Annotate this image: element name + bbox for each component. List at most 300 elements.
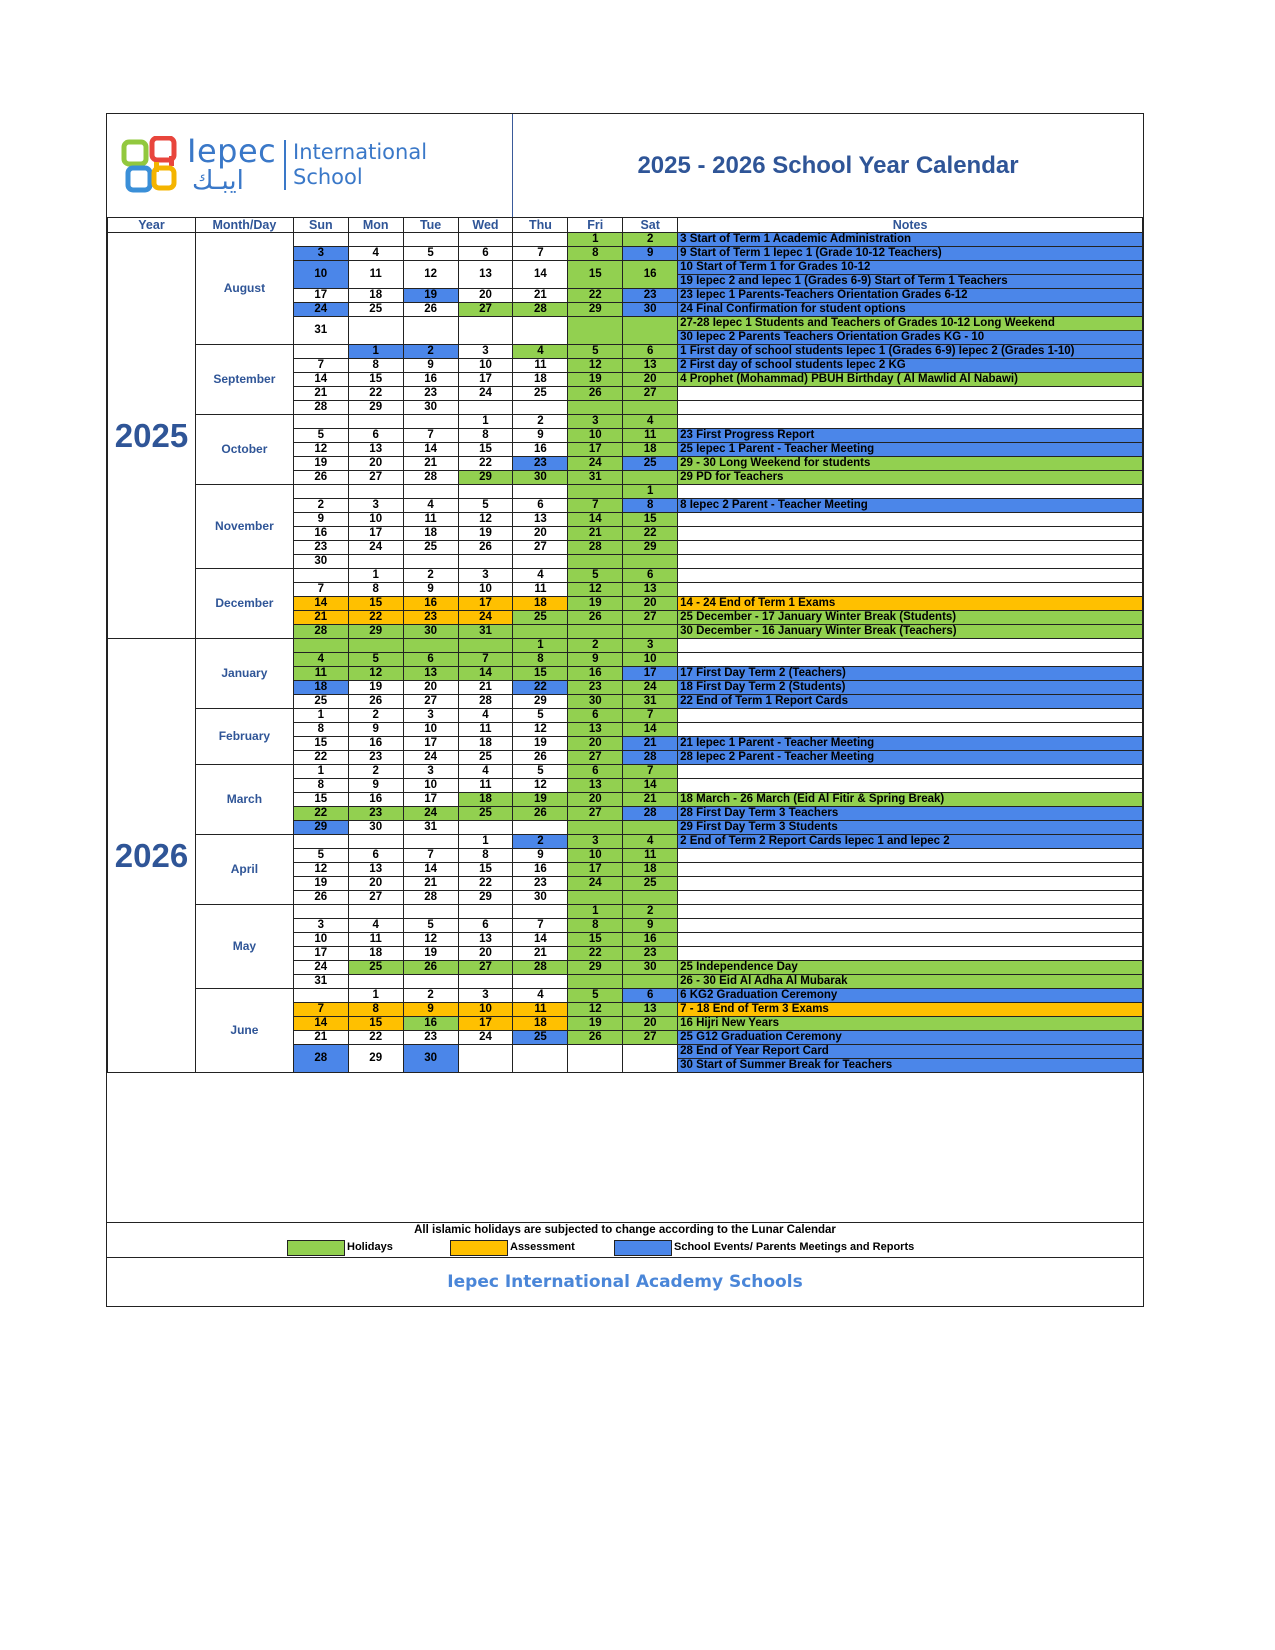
day-cell: 4 (513, 569, 568, 583)
day-cell: 20 (568, 737, 623, 751)
day-cell: 27 (458, 961, 513, 975)
day-cell: 27 (458, 303, 513, 317)
day-cell (513, 821, 568, 835)
calendar-table (107, 217, 1143, 1073)
day-cell: 20 (568, 793, 623, 807)
day-cell: 28 (293, 625, 348, 639)
day-cell: 31 (623, 695, 678, 709)
day-cell: 24 (293, 961, 348, 975)
column-header-row (108, 218, 1143, 233)
day-cell: 25 (403, 541, 458, 555)
day-cell: 24 (568, 877, 623, 891)
day-cell: 1 (458, 415, 513, 429)
month-label: April (195, 835, 293, 905)
day-cell: 5 (568, 569, 623, 583)
day-cell: 5 (403, 919, 458, 933)
note-cell (678, 401, 1143, 415)
note-cell: 28 End of Year Report Card (678, 1045, 1143, 1059)
day-cell: 23 (513, 457, 568, 471)
day-cell: 17 (568, 443, 623, 457)
col-fri: Fri (568, 218, 623, 233)
day-cell: 20 (623, 597, 678, 611)
note-cell: 8 Iepec 2 Parent - Teacher Meeting (678, 499, 1143, 513)
day-cell (458, 555, 513, 569)
note-cell (678, 485, 1143, 499)
day-cell: 24 (403, 807, 458, 821)
note-cell: 10 Start of Term 1 for Grades 10-12 (678, 261, 1143, 275)
day-cell: 7 (293, 359, 348, 373)
note-cell (678, 387, 1143, 401)
note-cell: 2 First day of school students Iepec 2 KG (678, 359, 1143, 373)
day-cell: 27 (513, 541, 568, 555)
logo-blocks-icon (121, 136, 183, 194)
day-cell: 3 (293, 247, 348, 261)
day-cell: 12 (403, 261, 458, 289)
day-cell: 29 (458, 891, 513, 905)
day-cell: 18 (513, 373, 568, 387)
day-cell (568, 555, 623, 569)
day-cell: 30 (513, 891, 568, 905)
col-year: Year (108, 218, 196, 233)
day-cell: 17 (348, 527, 403, 541)
day-cell: 24 (348, 541, 403, 555)
day-cell: 10 (458, 1003, 513, 1017)
day-cell: 6 (458, 247, 513, 261)
day-cell: 12 (568, 583, 623, 597)
day-cell (458, 1045, 513, 1073)
day-cell: 28 (513, 303, 568, 317)
year-label: 2026 (108, 639, 196, 1073)
day-cell: 1 (568, 233, 623, 247)
day-cell: 16 (403, 597, 458, 611)
day-cell: 24 (458, 611, 513, 625)
week-row (108, 709, 1143, 723)
note-cell: 25 Independence Day (678, 961, 1143, 975)
day-cell: 11 (513, 583, 568, 597)
brand-name-arabic: ايبـك (192, 166, 244, 196)
day-cell: 29 (348, 625, 403, 639)
day-cell: 10 (403, 779, 458, 793)
day-cell: 31 (403, 821, 458, 835)
day-cell: 31 (293, 975, 348, 989)
day-cell: 29 (623, 541, 678, 555)
day-cell: 22 (458, 877, 513, 891)
day-cell: 6 (623, 989, 678, 1003)
day-cell: 5 (403, 247, 458, 261)
note-cell (678, 639, 1143, 653)
day-cell (513, 905, 568, 919)
day-cell: 30 (623, 961, 678, 975)
month-label: May (195, 905, 293, 989)
day-cell: 21 (403, 457, 458, 471)
legend-assessment-swatch (450, 1240, 508, 1256)
week-row (108, 485, 1143, 499)
col-sat: Sat (623, 218, 678, 233)
note-cell: 27-28 Iepec 1 Students and Teachers of Grades 10-12 Long Weekend (678, 317, 1143, 331)
day-cell: 5 (458, 499, 513, 513)
day-cell: 11 (623, 849, 678, 863)
day-cell: 20 (623, 1017, 678, 1031)
day-cell (293, 639, 348, 653)
day-cell (403, 555, 458, 569)
day-cell: 28 (293, 401, 348, 415)
day-cell: 18 (623, 443, 678, 457)
day-cell: 8 (623, 499, 678, 513)
day-cell: 6 (568, 765, 623, 779)
day-cell: 9 (568, 653, 623, 667)
day-cell: 5 (293, 429, 348, 443)
day-cell: 13 (568, 779, 623, 793)
day-cell: 18 (458, 793, 513, 807)
day-cell (348, 233, 403, 247)
day-cell (513, 975, 568, 989)
day-cell: 26 (568, 387, 623, 401)
day-cell: 19 (568, 597, 623, 611)
week-row (108, 905, 1143, 919)
note-cell: 17 First Day Term 2 (Teachers) (678, 667, 1143, 681)
day-cell: 20 (458, 289, 513, 303)
note-cell: 7 - 18 End of Term 3 Exams (678, 1003, 1143, 1017)
note-cell: 1 First day of school students Iepec 1 (Grades 6-9) Iepec 2 (Grades 1-10) (678, 345, 1143, 359)
day-cell: 19 (513, 793, 568, 807)
day-cell: 26 (403, 961, 458, 975)
day-cell: 12 (513, 779, 568, 793)
day-cell: 13 (623, 359, 678, 373)
day-cell: 20 (348, 457, 403, 471)
year-label: 2025 (108, 233, 196, 639)
day-cell (458, 401, 513, 415)
day-cell: 27 (403, 695, 458, 709)
day-cell: 17 (458, 373, 513, 387)
legend-assessment-label: Assessment (510, 1241, 575, 1253)
day-cell: 17 (293, 289, 348, 303)
note-cell (678, 569, 1143, 583)
day-cell: 4 (458, 709, 513, 723)
day-cell: 4 (623, 415, 678, 429)
logo-cell (107, 114, 513, 217)
day-cell: 24 (623, 681, 678, 695)
day-cell: 18 (623, 863, 678, 877)
day-cell: 9 (403, 583, 458, 597)
day-cell: 15 (348, 597, 403, 611)
note-cell (678, 527, 1143, 541)
day-cell: 4 (623, 835, 678, 849)
week-row (108, 835, 1143, 849)
day-cell: 19 (293, 457, 348, 471)
day-cell: 5 (568, 345, 623, 359)
day-cell (513, 317, 568, 345)
day-cell (623, 891, 678, 905)
day-cell: 17 (458, 597, 513, 611)
day-cell: 30 (568, 695, 623, 709)
day-cell: 9 (623, 247, 678, 261)
day-cell: 23 (403, 611, 458, 625)
col-thu: Thu (513, 218, 568, 233)
day-cell (623, 975, 678, 989)
note-cell: 23 First Progress Report (678, 429, 1143, 443)
note-cell: 26 - 30 Eid Al Adha Al Mubarak (678, 975, 1143, 989)
page-title: 2025 - 2026 School Year Calendar (637, 151, 1019, 179)
day-cell: 3 (458, 569, 513, 583)
day-cell: 18 (348, 289, 403, 303)
day-cell: 11 (293, 667, 348, 681)
day-cell (293, 989, 348, 1003)
day-cell: 30 (623, 303, 678, 317)
month-label: September (195, 345, 293, 415)
day-cell: 4 (348, 919, 403, 933)
day-cell (458, 639, 513, 653)
day-cell: 7 (293, 1003, 348, 1017)
day-cell: 6 (348, 429, 403, 443)
day-cell: 13 (403, 667, 458, 681)
day-cell: 8 (293, 723, 348, 737)
day-cell: 11 (458, 723, 513, 737)
day-cell: 7 (403, 849, 458, 863)
note-cell: 14 - 24 End of Term 1 Exams (678, 597, 1143, 611)
day-cell: 2 (568, 639, 623, 653)
day-cell: 28 (513, 961, 568, 975)
day-cell: 12 (568, 1003, 623, 1017)
day-cell: 15 (568, 261, 623, 289)
note-cell: 19 Iepec 2 and Iepec 1 (Grades 6-9) Start of Term 1 Teachers (678, 275, 1143, 289)
day-cell: 5 (348, 653, 403, 667)
day-cell: 1 (293, 765, 348, 779)
day-cell: 7 (293, 583, 348, 597)
note-cell: 24 Final Confirmation for student options (678, 303, 1143, 317)
day-cell: 31 (458, 625, 513, 639)
day-cell: 23 (623, 289, 678, 303)
day-cell: 21 (458, 681, 513, 695)
note-cell (678, 779, 1143, 793)
day-cell: 14 (623, 723, 678, 737)
day-cell: 25 (458, 751, 513, 765)
month-label: November (195, 485, 293, 569)
day-cell: 11 (348, 261, 403, 289)
note-cell (678, 723, 1143, 737)
day-cell (458, 975, 513, 989)
day-cell (403, 485, 458, 499)
note-cell: 9 Start of Term 1 Iepec 1 (Grade 10-12 Teachers) (678, 247, 1143, 261)
day-cell: 4 (293, 653, 348, 667)
day-cell: 8 (568, 919, 623, 933)
day-cell: 1 (348, 345, 403, 359)
col-wed: Wed (458, 218, 513, 233)
day-cell: 26 (458, 541, 513, 555)
day-cell: 18 (513, 597, 568, 611)
day-cell: 19 (293, 877, 348, 891)
day-cell: 7 (513, 247, 568, 261)
day-cell: 10 (623, 653, 678, 667)
day-cell: 12 (348, 667, 403, 681)
day-cell: 9 (513, 849, 568, 863)
day-cell: 26 (568, 611, 623, 625)
day-cell: 11 (403, 513, 458, 527)
day-cell: 29 (348, 1045, 403, 1073)
day-cell (458, 821, 513, 835)
day-cell: 8 (458, 849, 513, 863)
day-cell: 6 (458, 919, 513, 933)
day-cell: 25 (623, 457, 678, 471)
day-cell: 18 (403, 527, 458, 541)
day-cell: 22 (458, 457, 513, 471)
note-cell: 2 End of Term 2 Report Cards Iepec 1 and Iepec 2 (678, 835, 1143, 849)
note-cell: 23 Iepec 1 Parents-Teachers Orientation Grades 6-12 (678, 289, 1143, 303)
day-cell: 7 (623, 765, 678, 779)
legend-events-label: School Events/ Parents Meetings and Reports (674, 1241, 915, 1253)
day-cell (458, 317, 513, 345)
day-cell (403, 905, 458, 919)
day-cell: 22 (293, 751, 348, 765)
day-cell: 29 (568, 303, 623, 317)
day-cell: 19 (403, 289, 458, 303)
day-cell: 10 (293, 261, 348, 289)
day-cell: 27 (623, 1031, 678, 1045)
day-cell: 16 (403, 373, 458, 387)
day-cell: 12 (403, 933, 458, 947)
day-cell: 16 (623, 261, 678, 289)
day-cell: 29 (513, 695, 568, 709)
day-cell (568, 891, 623, 905)
day-cell: 4 (513, 989, 568, 1003)
day-cell: 29 (293, 821, 348, 835)
day-cell: 21 (623, 793, 678, 807)
note-cell (678, 583, 1143, 597)
week-row (108, 415, 1143, 429)
day-cell (348, 485, 403, 499)
legend-holiday-label: Holidays (347, 1241, 393, 1253)
day-cell: 13 (623, 1003, 678, 1017)
day-cell (513, 1045, 568, 1073)
day-cell: 3 (458, 345, 513, 359)
day-cell: 2 (403, 345, 458, 359)
week-row (108, 639, 1143, 653)
day-cell: 15 (458, 863, 513, 877)
day-cell: 22 (348, 387, 403, 401)
day-cell: 23 (348, 751, 403, 765)
note-cell: 30 Iepec 2 Parents Teachers Orientation Grades KG - 10 (678, 331, 1143, 345)
day-cell: 7 (403, 429, 458, 443)
day-cell: 27 (568, 807, 623, 821)
day-cell: 15 (293, 793, 348, 807)
day-cell: 2 (348, 765, 403, 779)
day-cell: 8 (348, 359, 403, 373)
day-cell (513, 233, 568, 247)
day-cell: 8 (513, 653, 568, 667)
day-cell: 1 (293, 709, 348, 723)
day-cell: 2 (403, 569, 458, 583)
brand-subtitle-line-1: International (293, 140, 428, 164)
day-cell: 22 (568, 289, 623, 303)
day-cell: 13 (458, 261, 513, 289)
day-cell: 26 (403, 303, 458, 317)
day-cell: 26 (568, 1031, 623, 1045)
day-cell: 20 (458, 947, 513, 961)
day-cell: 6 (348, 849, 403, 863)
day-cell: 1 (568, 905, 623, 919)
day-cell: 28 (458, 695, 513, 709)
day-cell (403, 317, 458, 345)
day-cell (623, 471, 678, 485)
day-cell (568, 401, 623, 415)
day-cell: 17 (293, 947, 348, 961)
day-cell: 14 (513, 261, 568, 289)
day-cell (293, 569, 348, 583)
day-cell: 16 (513, 443, 568, 457)
col-month: Month/Day (195, 218, 293, 233)
day-cell: 18 (293, 681, 348, 695)
day-cell: 23 (403, 1031, 458, 1045)
day-cell: 5 (568, 989, 623, 1003)
day-cell (568, 975, 623, 989)
day-cell (403, 835, 458, 849)
day-cell: 10 (568, 429, 623, 443)
week-row (108, 989, 1143, 1003)
day-cell: 1 (458, 835, 513, 849)
day-cell: 21 (403, 877, 458, 891)
day-cell: 2 (293, 499, 348, 513)
lunar-disclaimer: All islamic holidays are subjected to change according to the Lunar Calendar (107, 1222, 1143, 1239)
day-cell (513, 401, 568, 415)
day-cell: 21 (623, 737, 678, 751)
day-cell: 21 (293, 387, 348, 401)
day-cell: 3 (403, 765, 458, 779)
day-cell: 11 (348, 933, 403, 947)
day-cell: 21 (293, 1031, 348, 1045)
day-cell: 4 (348, 247, 403, 261)
day-cell (623, 1045, 678, 1073)
note-cell (678, 849, 1143, 863)
day-cell: 13 (348, 863, 403, 877)
brand-subtitle-line-2: School (293, 165, 363, 189)
note-cell (678, 513, 1143, 527)
note-cell: 18 March - 26 March (Eid Al Fitir & Spring Break) (678, 793, 1143, 807)
day-cell (513, 485, 568, 499)
day-cell: 30 (348, 821, 403, 835)
day-cell (403, 975, 458, 989)
day-cell: 30 (293, 555, 348, 569)
day-cell: 9 (293, 513, 348, 527)
day-cell: 24 (293, 303, 348, 317)
day-cell: 13 (458, 933, 513, 947)
day-cell: 13 (513, 513, 568, 527)
legend-events-swatch (614, 1240, 672, 1256)
day-cell: 31 (568, 471, 623, 485)
note-cell: 16 Hijri New Years (678, 1017, 1143, 1031)
day-cell: 3 (403, 709, 458, 723)
day-cell: 17 (458, 1017, 513, 1031)
day-cell: 25 (348, 961, 403, 975)
note-cell (678, 933, 1143, 947)
day-cell: 27 (348, 471, 403, 485)
legend-holiday-swatch (287, 1240, 345, 1256)
day-cell: 16 (348, 737, 403, 751)
day-cell: 14 (458, 667, 513, 681)
day-cell: 19 (568, 1017, 623, 1031)
day-cell: 29 (348, 401, 403, 415)
day-cell (623, 821, 678, 835)
day-cell: 28 (403, 891, 458, 905)
day-cell: 22 (293, 807, 348, 821)
day-cell: 22 (513, 681, 568, 695)
day-cell: 3 (458, 989, 513, 1003)
day-cell: 25 (513, 1031, 568, 1045)
note-cell (678, 877, 1143, 891)
day-cell (293, 233, 348, 247)
day-cell: 26 (513, 751, 568, 765)
day-cell: 27 (348, 891, 403, 905)
day-cell: 15 (348, 1017, 403, 1031)
col-tue: Tue (403, 218, 458, 233)
